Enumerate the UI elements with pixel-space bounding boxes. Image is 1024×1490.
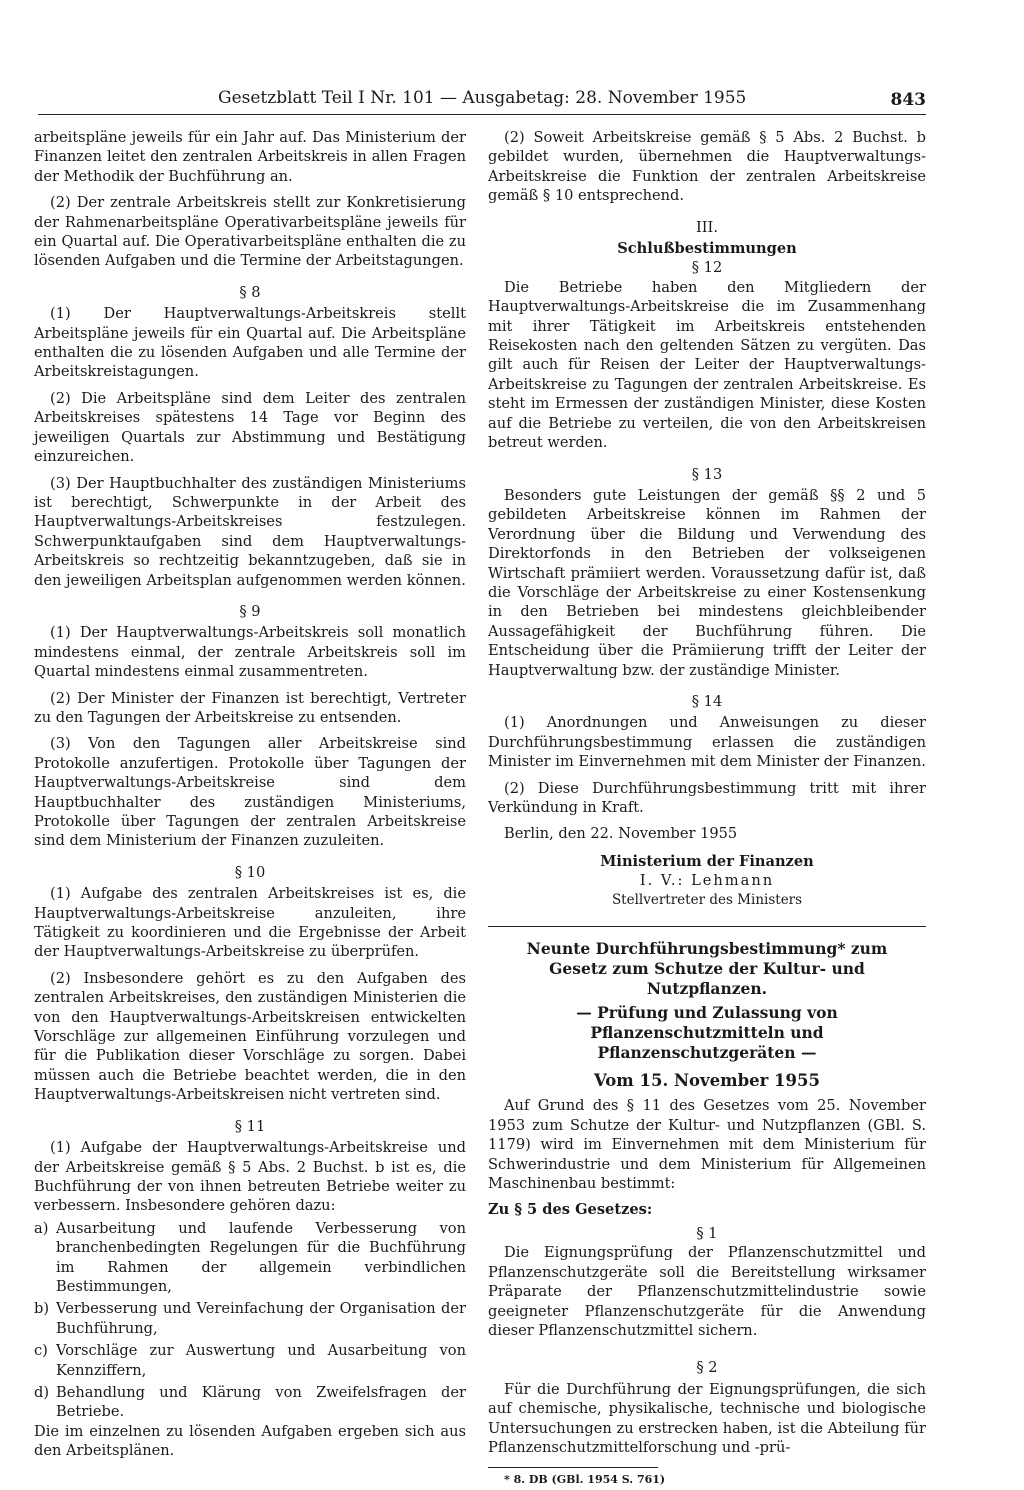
signature-role: Stellvertreter des Ministers bbox=[611, 891, 803, 908]
right-column bbox=[488, 128, 926, 1490]
footnote: * 8. DB (GBl. 1954 S. 761) bbox=[504, 1473, 666, 1487]
paragraph: (3) Von den Tagungen aller Arbeitskreise sind Protokolle anzufertigen. Protokolle über Tagungen der Hauptverwaltungs-Arbeitskreise sind dem Hauptbuchhalter des zuständigen Ministeriums, Protokolle über Tagungen der zentralen Arbeitskreise sind dem Ministerium der Finanzen zuzuleiten. bbox=[34, 735, 466, 850]
paragraph: (1) Aufgabe des zentralen Arbeitskreises ist es, die Hauptverwaltungs-Arbeitskreise anzuleiten, ihre Tätigkeit zu koordinieren und die Ergebnisse der Arbeit der Hauptverwaltungs-Arbeitskreise zu überprüfen. bbox=[34, 885, 466, 961]
section-heading-2: § 2 bbox=[696, 1359, 718, 1377]
section-heading-8: § 8 bbox=[239, 283, 261, 301]
part-title: Schlußbestimmungen bbox=[617, 240, 797, 258]
section-heading-12: § 12 bbox=[691, 259, 723, 277]
gazette-title: Gesetzblatt Teil I Nr. 101 — Ausgabetag: 28. November 1955 bbox=[218, 88, 747, 108]
paragraph: Für die Durchführung der Eignungsprüfungen, die sich auf chemische, physikalische, technische und biologische Untersuchungen zu erstrecken haben, ist die Abteilung für Pflanzenschutzmittelforschung und -prü- bbox=[488, 1380, 926, 1456]
left-column bbox=[34, 128, 466, 1461]
section-heading-13: § 13 bbox=[691, 465, 723, 483]
paragraph: (2) Der Minister der Finanzen ist berechtigt, Vertreter zu den Tagungen der Arbeitskreise zu entsenden. bbox=[34, 689, 466, 726]
paragraph: (1) Der Hauptverwaltungs-Arbeitskreis stellt Arbeitspläne jeweils für ein Quartal auf. Die Arbeitspläne enthalten die zu lösenden Aufgaben und alle Termine der Arbeitskreistagungen. bbox=[34, 305, 466, 381]
section-heading-14: § 14 bbox=[691, 692, 723, 710]
paragraph: (1) Aufgabe der Hauptverwaltungs-Arbeitskreise und der Arbeitskreise gemäß § 5 Abs. 2 Buchst. b ist es, die Buchführung der von ihnen betreuten Betriebe weiter zu verbessern. Insbesondere gehören dazu: bbox=[34, 1139, 466, 1215]
signature-name: I. V.: Lehmann bbox=[639, 872, 775, 890]
paragraph: (2) Soweit Arbeitskreise gemäß § 5 Abs. 2 Buchst. b gebildet wurden, übernehmen die Hauptverwaltungs-Arbeitskreise die Funktion der zentralen Arbeitskreise gemäß § 10 entsprechend. bbox=[488, 129, 926, 205]
section-heading-1: § 1 bbox=[696, 1224, 718, 1242]
section-heading-11: § 11 bbox=[234, 1117, 266, 1135]
list-item-text: Behandlung und Klärung von Zweifelsfragen der Betriebe. bbox=[56, 1383, 466, 1421]
list-item-label: a) bbox=[34, 1219, 49, 1237]
list-item-text: Vorschläge zur Auswertung und Ausarbeitung von Kennziffern, bbox=[56, 1342, 466, 1379]
paragraph: (3) Der Hauptbuchhalter des zuständigen Ministeriums ist berechtigt, Schwerpunkte in der Arbeit des Hauptverwaltungs-Arbeitskreises festzulegen. Schwerpunktaufgaben sind dem Hauptverwaltungs-Arbeitskreis so rechtzeitig bekanntzugeben, daß sie in den jeweiligen Arbeitsplan aufgenommen werden können. bbox=[34, 474, 466, 589]
list-item-text: Ausarbeitung und laufende Verbesserung von branchenbedingten Regelungen für die Buchführung im Rahmen der allgemein verbindlichen Bestimmungen, bbox=[56, 1219, 466, 1295]
paragraph: Die im einzelnen zu lösenden Aufgaben ergeben sich aus den Arbeitsplänen. bbox=[34, 1422, 466, 1460]
section-heading-10: § 10 bbox=[234, 863, 266, 881]
paragraph: Auf Grund des § 11 des Gesetzes vom 25. November 1953 zum Schutze der Kultur- und Nutzpflanzen (GBl. S. 1179) wird im Einvernehmen mit dem Ministerium für Schwerindustrie und dem Ministerium für Allgemeinen Maschinenbau bestimmt: bbox=[488, 1097, 926, 1193]
footnote-rule bbox=[488, 1467, 658, 1468]
list-item-text: Verbesserung und Vereinfachung der Organisation der Buchführung, bbox=[56, 1300, 466, 1337]
paragraph: arbeitspläne jeweils für ein Jahr auf. Das Ministerium der Finanzen leitet den zentralen Arbeitskreis in allen Fragen der Methodik der Buchführung an. bbox=[34, 129, 466, 185]
part-number: III. bbox=[696, 218, 718, 236]
page-header bbox=[38, 88, 926, 115]
regulation-subtitle: — Prüfung und Zulassung von Pflanzenschutzmitteln und Pflanzenschutzgeräten — bbox=[576, 1003, 838, 1063]
list-item-label: c) bbox=[34, 1342, 48, 1360]
section-divider bbox=[488, 926, 926, 927]
paragraph: Die Eignungsprüfung der Pflanzenschutzmittel und Pflanzenschutzgeräte soll die Bereitstellung wirksamer Präparate der Pflanzenschutzmittelindustrie sowie geeigneter Pflanzenschutzgeräte für die Anwendung dieser Pflanzenschutzmittel sichern. bbox=[488, 1244, 926, 1339]
section-heading-9: § 9 bbox=[239, 602, 261, 620]
list-item bbox=[34, 1219, 466, 1297]
paragraph: Besonders gute Leistungen der gemäß §§ 2 und 5 gebildeten Arbeitskreise können im Rahmen der Verordnung über die Bildung und Verwendung des Direktorfonds in den Betrieben der volkseigenen Wirtschaft prämiiert werden. Voraussetzung dafür ist, daß die Vorschläge der Arbeitskreise zu einer Kostensenkung in den Betrieben bei mindestens gleichbleibender Aussagefähigkeit der Buchführung führen. Die Entscheidung über die Prämiierung trifft der Leiter der Hauptverwaltung bzw. der zuständige Minister. bbox=[488, 486, 926, 679]
list-item-label: b) bbox=[34, 1300, 50, 1318]
list-item-label: d) bbox=[34, 1383, 50, 1401]
paragraph: (2) Diese Durchführungsbestimmung tritt mit ihrer Verkündung in Kraft. bbox=[488, 779, 926, 816]
regulation-date: Vom 15. November 1955 bbox=[594, 1071, 820, 1091]
paragraph: (1) Der Hauptverwaltungs-Arbeitskreis soll monatlich mindestens einmal, der zentrale Arbeitskreis soll im Quartal mindestens einmal zusammentreten. bbox=[34, 624, 466, 681]
place-date: Berlin, den 22. November 1955 bbox=[504, 825, 738, 843]
paragraph: (2) Der zentrale Arbeitskreis stellt zur Konkretisierung der Rahmenarbeitspläne Operativarbeitspläne jeweils für ein Quartal auf. Die Operativarbeitspläne enthalten die zu lösenden Aufgaben und die Termine der Arbeitstagungen. bbox=[34, 194, 466, 270]
signature-organization: Ministerium der Finanzen bbox=[600, 852, 814, 870]
paragraph: (2) Die Arbeitspläne sind dem Leiter des zentralen Arbeitskreises spätestens 14 Tage vor Beginn des jeweiligen Quartals zur Abstimmung und Bestätigung einzureichen. bbox=[34, 389, 466, 466]
paragraph: (2) Insbesondere gehört es zu den Aufgaben des zentralen Arbeitskreises, den zuständigen Ministerien die von den Hauptverwaltungs-Arbeitskreisen entwickelten Vorschläge zur allgemeinen Einführung vorzulegen und für die Publikation dieser Vorschläge zu sorgen. Dabei müssen auch die Betriebe beachtet werden, die in den Hauptverwaltungs-Arbeitskreisen nicht vertreten sind. bbox=[34, 969, 466, 1104]
list-item bbox=[34, 1341, 466, 1380]
regulation-title: Neunte Durchführungsbestimmung* zum Gesetz zum Schutze der Kultur- und Nutzpflanzen. bbox=[526, 939, 888, 999]
paragraph: (1) Anordnungen und Anweisungen zu dieser Durchführungsbestimmung erlassen die zuständigen Minister im Einvernehmen mit dem Minister der Finanzen. bbox=[488, 714, 926, 771]
list-item bbox=[34, 1299, 466, 1338]
paragraph: Die Betriebe haben den Mitgliedern der Hauptverwaltungs-Arbeitskreise die im Zusammenhang mit ihrer Tätigkeit im Arbeitskreis entstehenden Reisekosten nach den geltenden Sätzen zu vergüten. Das gilt auch für Reisen der Leiter der Hauptverwaltungs-Arbeitskreise zu Tagungen der zentralen Arbeitskreise. Es steht im Ermessen der zuständigen Minister, diese Kosten auf die Betriebe zu verteilen, die von den Arbeitskreisen betreut werden. bbox=[488, 278, 926, 452]
page-number: 843 bbox=[890, 90, 926, 110]
subheading: Zu § 5 des Gesetzes: bbox=[488, 1201, 653, 1219]
list-item bbox=[34, 1383, 466, 1422]
